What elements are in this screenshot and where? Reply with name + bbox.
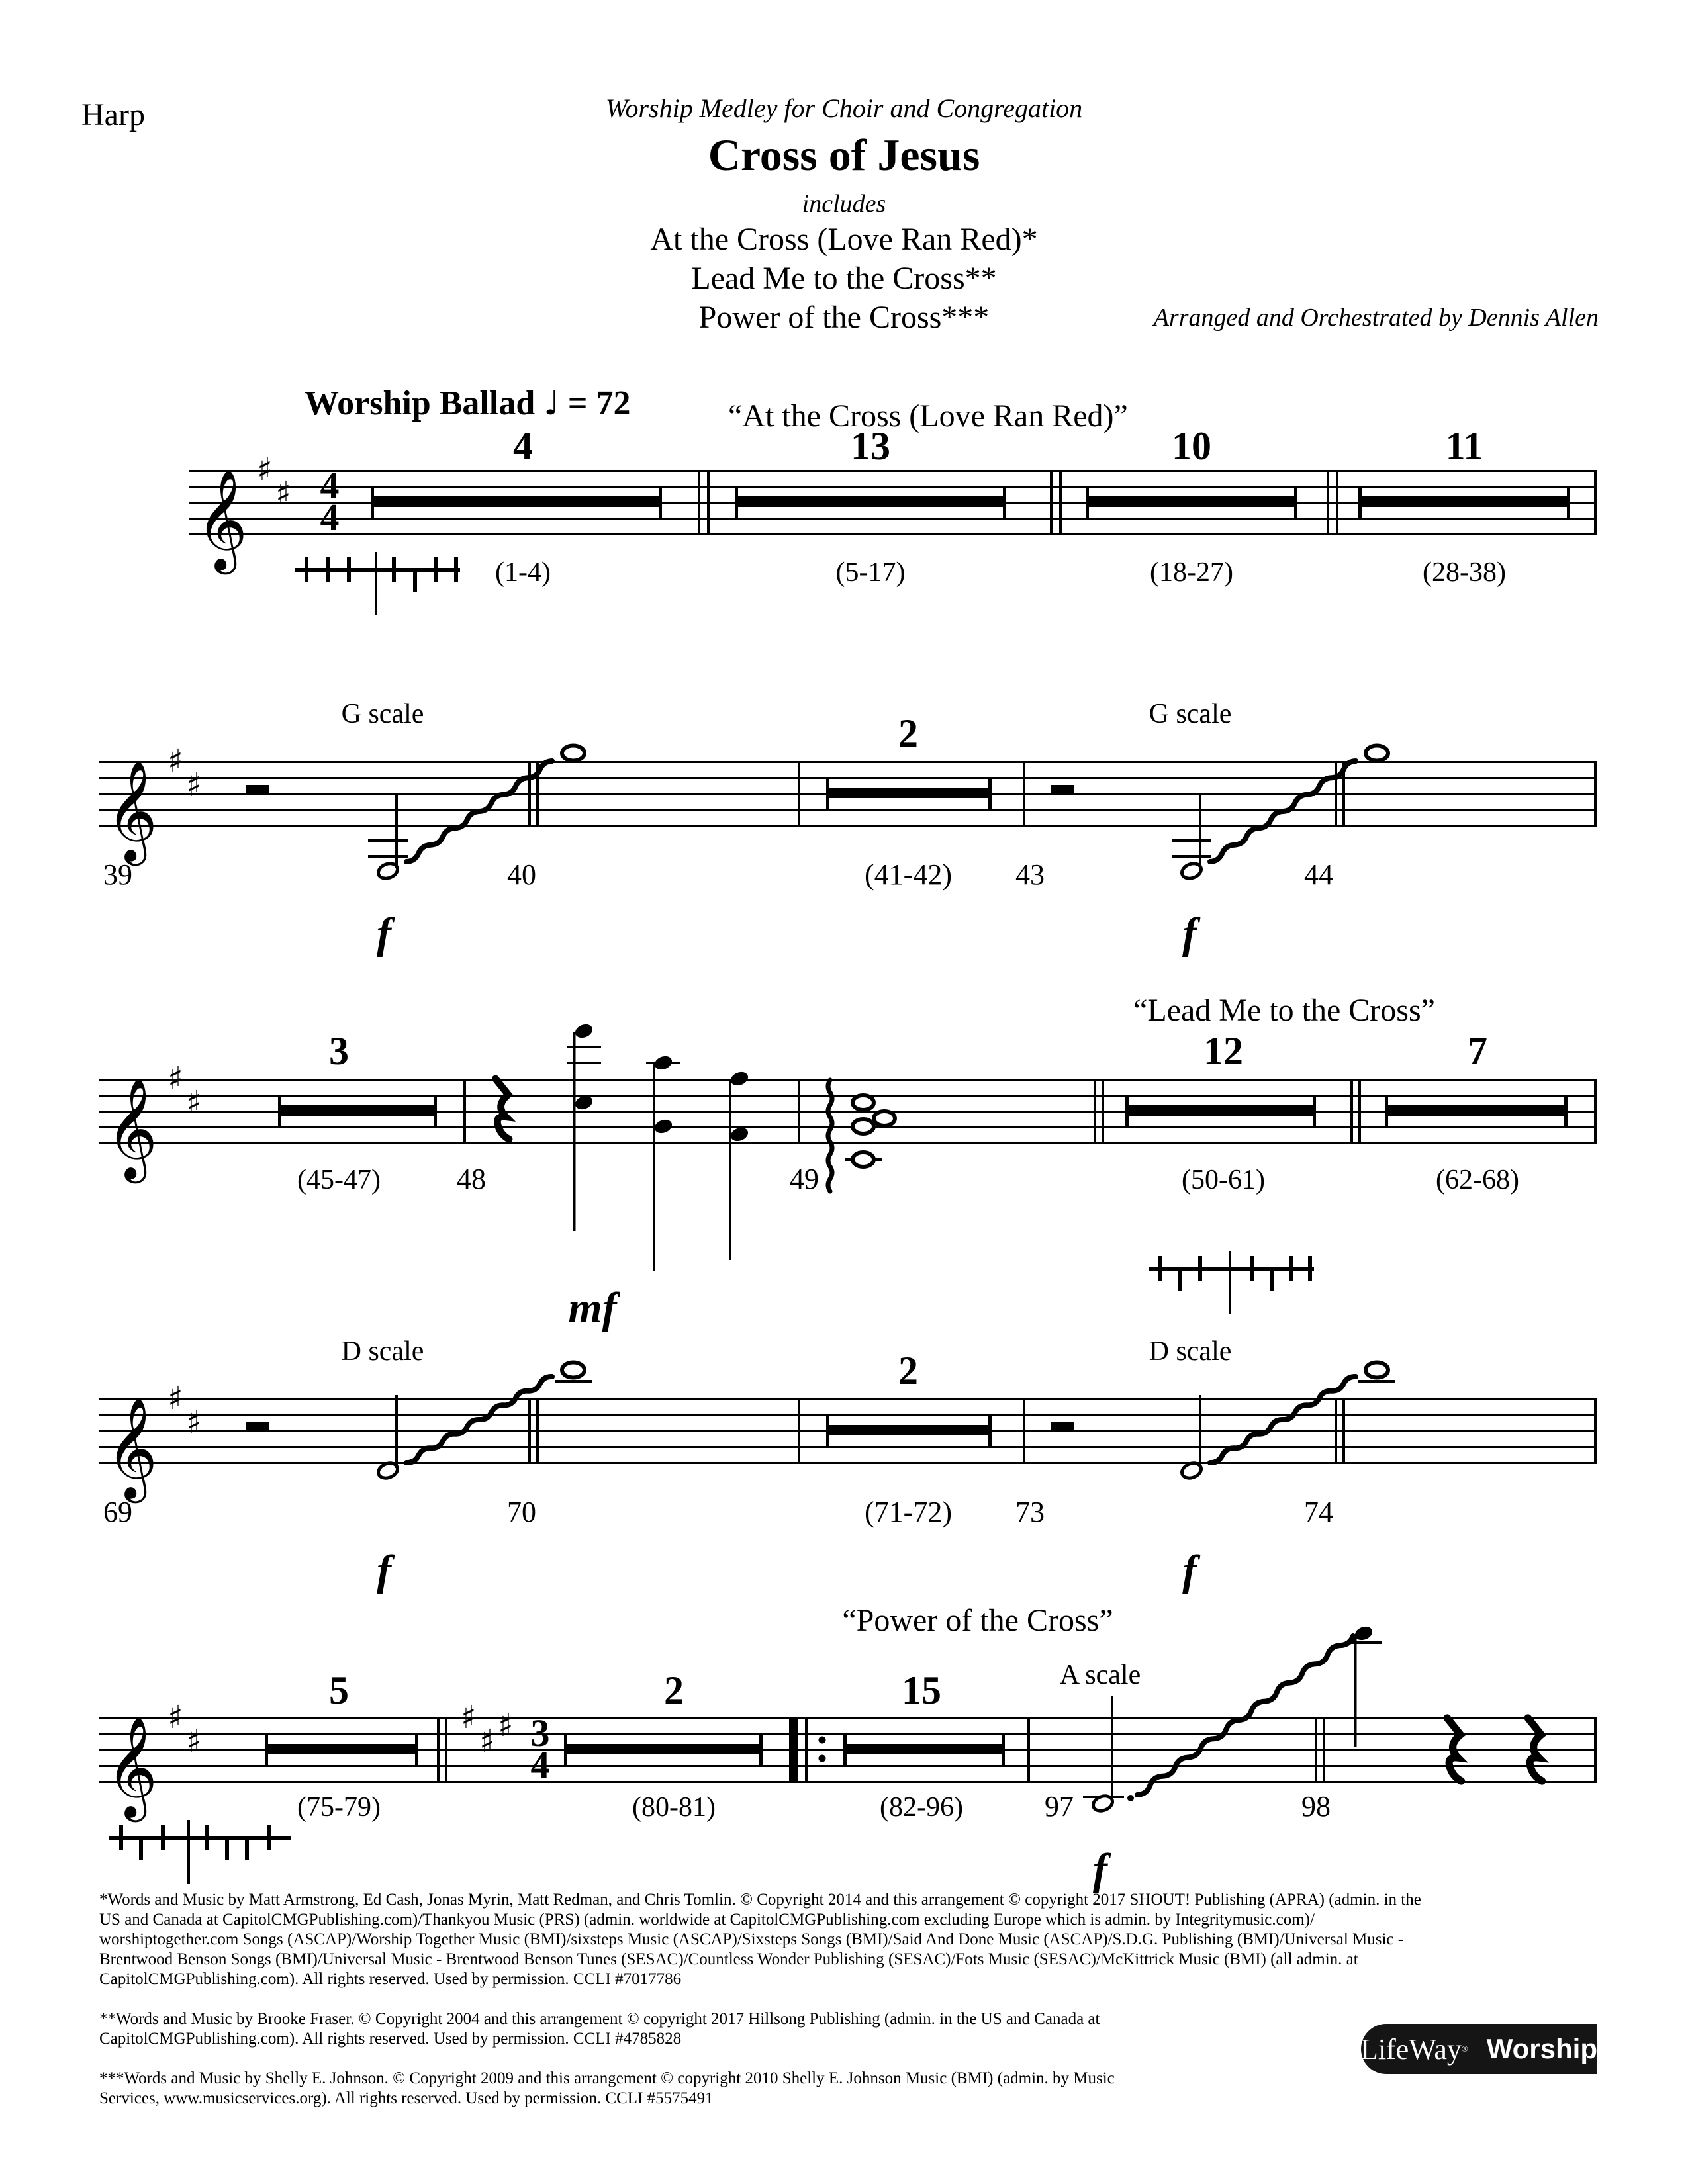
harp-pedal-diagram xyxy=(109,1820,291,1884)
song-title-2: Lead Me to the Cross** xyxy=(691,261,997,296)
registered-mark: ® xyxy=(1461,2044,1468,2054)
measure-count: 2 xyxy=(664,1668,684,1712)
instrument-label: Harp xyxy=(81,97,145,132)
measure-range: (28-38) xyxy=(1423,557,1506,588)
treble-clef-icon: 𝄞 xyxy=(106,1397,158,1499)
staff-system-4 xyxy=(99,1336,1597,1595)
barline xyxy=(1023,1398,1025,1464)
series-title: Worship Medley for Choir and Congregation xyxy=(605,93,1083,123)
sharp-icon: ♯ xyxy=(186,1404,202,1441)
whole-note xyxy=(562,746,585,761)
multimeasure-rest xyxy=(371,486,662,518)
measure-count: 15 xyxy=(902,1668,941,1712)
whole-note-high xyxy=(1358,1363,1395,1383)
measure-count: 5 xyxy=(329,1668,349,1712)
multimeasure-rest xyxy=(265,1733,418,1765)
multimeasure-rest xyxy=(1385,1095,1568,1126)
barline xyxy=(1102,1079,1104,1144)
measure-number: 40 xyxy=(507,858,536,891)
scale-label: A scale xyxy=(1059,1660,1141,1690)
measure-number: 70 xyxy=(507,1496,536,1528)
barline xyxy=(1094,1079,1096,1144)
barline xyxy=(1323,1717,1325,1783)
barline xyxy=(1594,1717,1597,1783)
barline xyxy=(1315,1717,1317,1783)
measure-number: 69 xyxy=(103,1496,132,1528)
measure-number: 49 xyxy=(790,1163,819,1195)
footnote-line: CapitolCMGPublishing.com). All rights reserved. Used by permission. CCLI #7017786 xyxy=(99,1970,682,1988)
glissando-line xyxy=(1210,1377,1356,1463)
scale-label: D scale xyxy=(341,1336,424,1367)
barline xyxy=(1342,1398,1345,1464)
multimeasure-rest xyxy=(1125,1095,1316,1126)
measure-range: (41-42) xyxy=(865,858,952,891)
arpeggio-line xyxy=(828,1080,832,1191)
half-rest-icon xyxy=(1051,785,1074,794)
quarter-note-dyad xyxy=(729,1069,750,1260)
quarter-note-dyad xyxy=(646,1054,680,1271)
scale-label: D scale xyxy=(1149,1336,1232,1367)
dynamic-f: f xyxy=(377,1547,391,1595)
glissando-line xyxy=(1210,761,1356,862)
measure-range: (62-68) xyxy=(1436,1165,1519,1195)
measure-count: 13 xyxy=(851,424,890,468)
logo-division: Worship xyxy=(1486,2033,1597,2064)
measure-range: (5-17) xyxy=(835,557,906,588)
staff-system-1 xyxy=(189,424,1597,615)
half-rest-icon xyxy=(246,785,269,794)
tempo-value: = 72 xyxy=(559,385,631,422)
treble-clef-icon: 𝄞 xyxy=(196,469,248,570)
harp-pedal-diagram xyxy=(1149,1251,1314,1314)
measure-range: (71-72) xyxy=(865,1496,952,1528)
glissando-line xyxy=(1137,1636,1353,1795)
measure-count: 2 xyxy=(898,711,918,755)
barline xyxy=(1594,761,1597,827)
time-signature-bottom: 4 xyxy=(530,1743,550,1786)
measure-count: 4 xyxy=(513,424,533,468)
barline xyxy=(437,1717,440,1783)
treble-clef-icon: 𝄞 xyxy=(106,1077,158,1179)
sharp-icon: ♯ xyxy=(186,1084,202,1121)
barline xyxy=(1594,1398,1597,1464)
multimeasure-rest xyxy=(1086,486,1297,518)
lifeway-worship-logo xyxy=(1361,2024,1597,2074)
sharp-icon: ♯ xyxy=(479,1723,495,1760)
scale-label: G scale xyxy=(341,699,424,729)
footnote-line: ***Words and Music by Shelly E. Johnson. © Copyright 2009 and this arrangement © copyright 2010 Shelly E. Johnson Music (BMI) (admin. by Music xyxy=(99,2070,1115,2087)
footnote-line: *Words and Music by Matt Armstrong, Ed Cash, Jonas Myrin, Matt Redman, and Chris Tomlin. © Copyright 2014 and this arrangement © copyright 2017 SHOUT! Publishing (APRA) (admin. in the xyxy=(99,1891,1421,1909)
footnote-1 xyxy=(99,1890,1421,1989)
half-note-low xyxy=(376,1395,400,1480)
sharp-icon: ♯ xyxy=(186,1723,202,1760)
quarter-note-icon: ♩ xyxy=(543,384,559,422)
whole-note-high xyxy=(555,1363,592,1383)
staff-system-5 xyxy=(99,1603,1597,1893)
footnote-line: Brentwood Benson Songs (BMI)/Universal Music - Brentwood Benson Tunes (SESAC)/Countless Wonder Publishing (SESAC)/Fots Music (SESAC)/McKittrick Music (BMI) (all admin. at xyxy=(99,1950,1358,1968)
multimeasure-rest xyxy=(735,486,1006,518)
staff-system-2 xyxy=(99,699,1597,958)
sharp-icon: ♯ xyxy=(167,1380,183,1417)
staff-system-3 xyxy=(99,993,1597,1332)
sharp-icon: ♯ xyxy=(498,1707,514,1744)
barline xyxy=(528,1398,531,1464)
measure-number: 74 xyxy=(1304,1496,1333,1528)
treble-clef-icon: 𝄞 xyxy=(106,760,158,862)
sharp-icon: ♯ xyxy=(275,475,291,512)
measure-range: (18-27) xyxy=(1150,557,1233,588)
measure-count: 7 xyxy=(1468,1029,1487,1073)
section-label-power: “Power of the Cross” xyxy=(842,1603,1113,1638)
measure-range: (1-4) xyxy=(495,557,551,588)
measure-count: 2 xyxy=(898,1349,918,1392)
footnote-2 xyxy=(99,2009,1100,2049)
measure-number: 43 xyxy=(1015,858,1045,891)
sharp-icon: ♯ xyxy=(461,1699,477,1736)
measure-number: 97 xyxy=(1045,1790,1074,1823)
sharp-icon: ♯ xyxy=(167,743,183,780)
half-note-low xyxy=(1180,1395,1203,1480)
time-signature-bottom: 4 xyxy=(320,496,340,539)
multimeasure-rest xyxy=(1358,486,1570,518)
multimeasure-rest xyxy=(564,1733,763,1765)
quarter-note-high xyxy=(1345,1624,1382,1747)
footnote-line: Services, www.musicservices.org). All rights reserved. Used by permission. CCLI #5575491 xyxy=(99,2089,714,2107)
measure-range: (45-47) xyxy=(297,1165,381,1195)
whole-note xyxy=(1366,746,1388,761)
barline xyxy=(798,761,800,827)
sharp-icon: ♯ xyxy=(167,1060,183,1097)
barline xyxy=(1342,761,1345,827)
barline xyxy=(798,1398,800,1464)
barline xyxy=(445,1717,447,1783)
half-note-low xyxy=(1172,793,1211,881)
barline xyxy=(798,1079,800,1144)
measure-range: (82-96) xyxy=(880,1792,963,1823)
measure-number: 44 xyxy=(1304,858,1333,891)
scale-label: G scale xyxy=(1149,699,1232,729)
footnote-line: US and Canada at CapitolCMGPublishing.com)/Thankyou Music (PRS) (admin. worldwide at CapitolCMGPublishing.com excluding Europe which is admin. by Integritymusic.com)/ xyxy=(99,1911,1315,1929)
song-title-1: At the Cross (Love Ran Red)* xyxy=(650,222,1038,257)
footnote-line: worshiptogether.com Songs (ASCAP)/Worship Together Music (BMI)/sixsteps Music (ASCAP)/Sixsteps Songs (BMI)/Said And Done Music (ASCAP)/S.D.G. Publishing (BMI)/Universal Music - xyxy=(99,1931,1404,1948)
sharp-icon: ♯ xyxy=(186,766,202,803)
half-rest-icon xyxy=(246,1422,269,1431)
harp-pedal-diagram xyxy=(295,552,460,615)
arranger-credit: Arranged and Orchestrated by Dennis Allen xyxy=(1153,304,1599,332)
barline xyxy=(463,1079,466,1144)
dynamic-f: f xyxy=(1182,909,1197,958)
piece-title: Cross of Jesus xyxy=(708,130,980,180)
quarter-rest-icon xyxy=(496,1079,509,1139)
time-signature-top: 4 xyxy=(320,464,340,507)
barline xyxy=(1335,1398,1337,1464)
barline xyxy=(536,761,539,827)
multimeasure-rest xyxy=(826,1414,992,1446)
measure-number: 73 xyxy=(1015,1496,1045,1528)
dynamic-f: f xyxy=(377,909,391,958)
dynamic-f: f xyxy=(1093,1845,1107,1893)
footnote-line: **Words and Music by Brooke Fraser. © Copyright 2004 and this arrangement © copyright 2017 Hillsong Publishing (admin. in the US and Canada at xyxy=(99,2010,1100,2028)
barline xyxy=(536,1398,539,1464)
tempo-style: Worship Ballad xyxy=(305,385,536,422)
measure-count: 12 xyxy=(1203,1029,1243,1073)
barline xyxy=(1027,1717,1030,1783)
section-label-lead-me: “Lead Me to the Cross” xyxy=(1133,993,1435,1028)
dynamic-mf: mf xyxy=(568,1284,617,1332)
measure-count: 11 xyxy=(1445,424,1483,468)
measure-range: (80-81) xyxy=(632,1792,716,1823)
barline xyxy=(1023,761,1025,827)
barline xyxy=(1594,1079,1597,1144)
measure-count: 10 xyxy=(1172,424,1211,468)
multimeasure-rest xyxy=(278,1095,437,1126)
footnote-line: CapitolCMGPublishing.com). All rights reserved. Used by permission. CCLI #4785828 xyxy=(99,2030,682,2048)
half-rest-icon xyxy=(1051,1422,1074,1431)
barline xyxy=(1350,1079,1353,1144)
multimeasure-rest xyxy=(843,1733,1005,1765)
section-label-at-the-cross: “At the Cross (Love Ran Red)” xyxy=(728,398,1128,433)
treble-clef-icon: 𝄞 xyxy=(106,1716,158,1818)
multimeasure-rest xyxy=(826,777,992,809)
barline xyxy=(1335,761,1337,827)
barline xyxy=(1358,1079,1361,1144)
sharp-icon: ♯ xyxy=(167,1699,183,1736)
footnote-3 xyxy=(99,2069,1115,2109)
measure-range: (50-61) xyxy=(1182,1165,1265,1195)
measure-count: 3 xyxy=(329,1029,349,1073)
half-note-low xyxy=(368,793,408,881)
measure-number: 48 xyxy=(457,1163,486,1195)
dynamic-f: f xyxy=(1182,1547,1197,1595)
logo-brand: LifeWay xyxy=(1360,2032,1462,2066)
time-signature-top: 3 xyxy=(530,1711,550,1754)
whole-note-chord xyxy=(845,1095,895,1167)
measure-range: (75-79) xyxy=(297,1792,381,1823)
dotted-half-note-low xyxy=(1083,1696,1134,1813)
song-title-3: Power of the Cross*** xyxy=(698,300,990,335)
barline xyxy=(528,761,531,827)
measure-number: 39 xyxy=(103,858,132,891)
sharp-icon: ♯ xyxy=(257,451,273,488)
measure-number: 98 xyxy=(1301,1790,1331,1823)
includes-label: includes xyxy=(802,190,886,218)
